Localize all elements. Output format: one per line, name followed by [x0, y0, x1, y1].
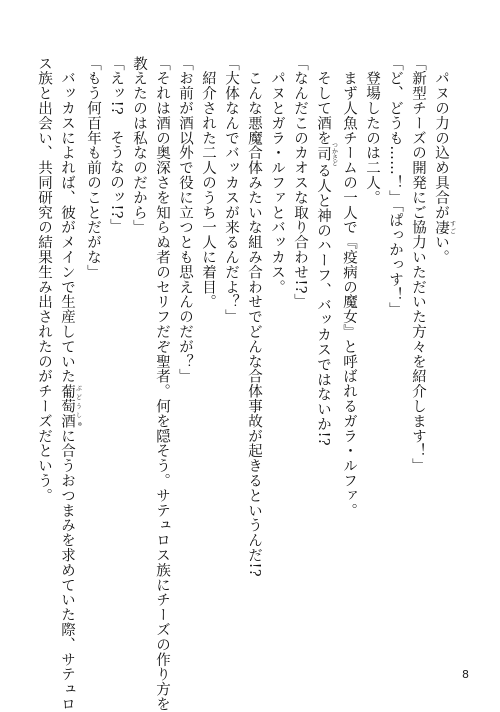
- text-line-5: まず人魚チームの一人で『疫病の魔女』と呼ばれるガラ・ルファ。: [341, 56, 357, 518]
- text-line-14: 教えたのは私なのだから」: [131, 56, 147, 235]
- text-line-13: 「それは酒の奥深さを知らぬ者のセリフだぞ聖者。何を隠そう。サテュロス族にチーズの作り方を: [154, 56, 170, 712]
- text-line-8: パヌとガラ・ルファとバッカス。: [269, 56, 285, 295]
- page-number: 8: [462, 668, 469, 681]
- text-line-12: 「お前が酒以外で役に立つとも思えんのだが？」: [177, 56, 193, 384]
- vertical-text-block: [32, 56, 456, 712]
- text-line-16: 「もう何百年も前のことだがな」: [85, 56, 101, 280]
- text-line-2: 「新型チーズの開発にご協力いただいた方々を紹介します！」: [410, 56, 426, 474]
- ruby-sugoi: 凄 すご: [433, 219, 456, 235]
- text-line-17: バッカスによれば、彼がメインで生産していた葡萄酒 ぶどうしゅに合うおつまみを求めていた際、サテュロ: [59, 56, 82, 712]
- text-line-3: 「ど、どうも……！」「ぱっかっす！」: [387, 56, 403, 317]
- text-line-15: 「えッ!? そうなのッ!?」: [108, 56, 124, 234]
- ruby-budoushu: 葡萄酒 ぶどうしゅ: [59, 383, 82, 429]
- text-line-4: 登場したのは二人。: [364, 56, 380, 205]
- text-line-6: そして酒を司 つかさどる人と神のハーフ、バッカスではないか!?: [315, 56, 338, 447]
- text-line-10: 「大体なんでバッカスが来るんだよ？」: [223, 56, 239, 325]
- ruby-tsukasadoru: 司 つかさど: [315, 142, 338, 167]
- text-line-11: 紹介された二人のうち一人に着目。: [200, 56, 216, 310]
- text-line-18: ス族と出会い、共同研究の結果生み出されたのがチーズだという。: [36, 56, 52, 503]
- text-line-9: こんな悪魔合体みたいな組み合わせでどんな合体事故が起きるというんだ!?: [246, 56, 262, 578]
- text-line-1: パヌの力の込め具合が凄 すごい。: [433, 56, 456, 265]
- text-line-7: 「なんだこのカオスな取り合わせ!?」: [292, 56, 308, 309]
